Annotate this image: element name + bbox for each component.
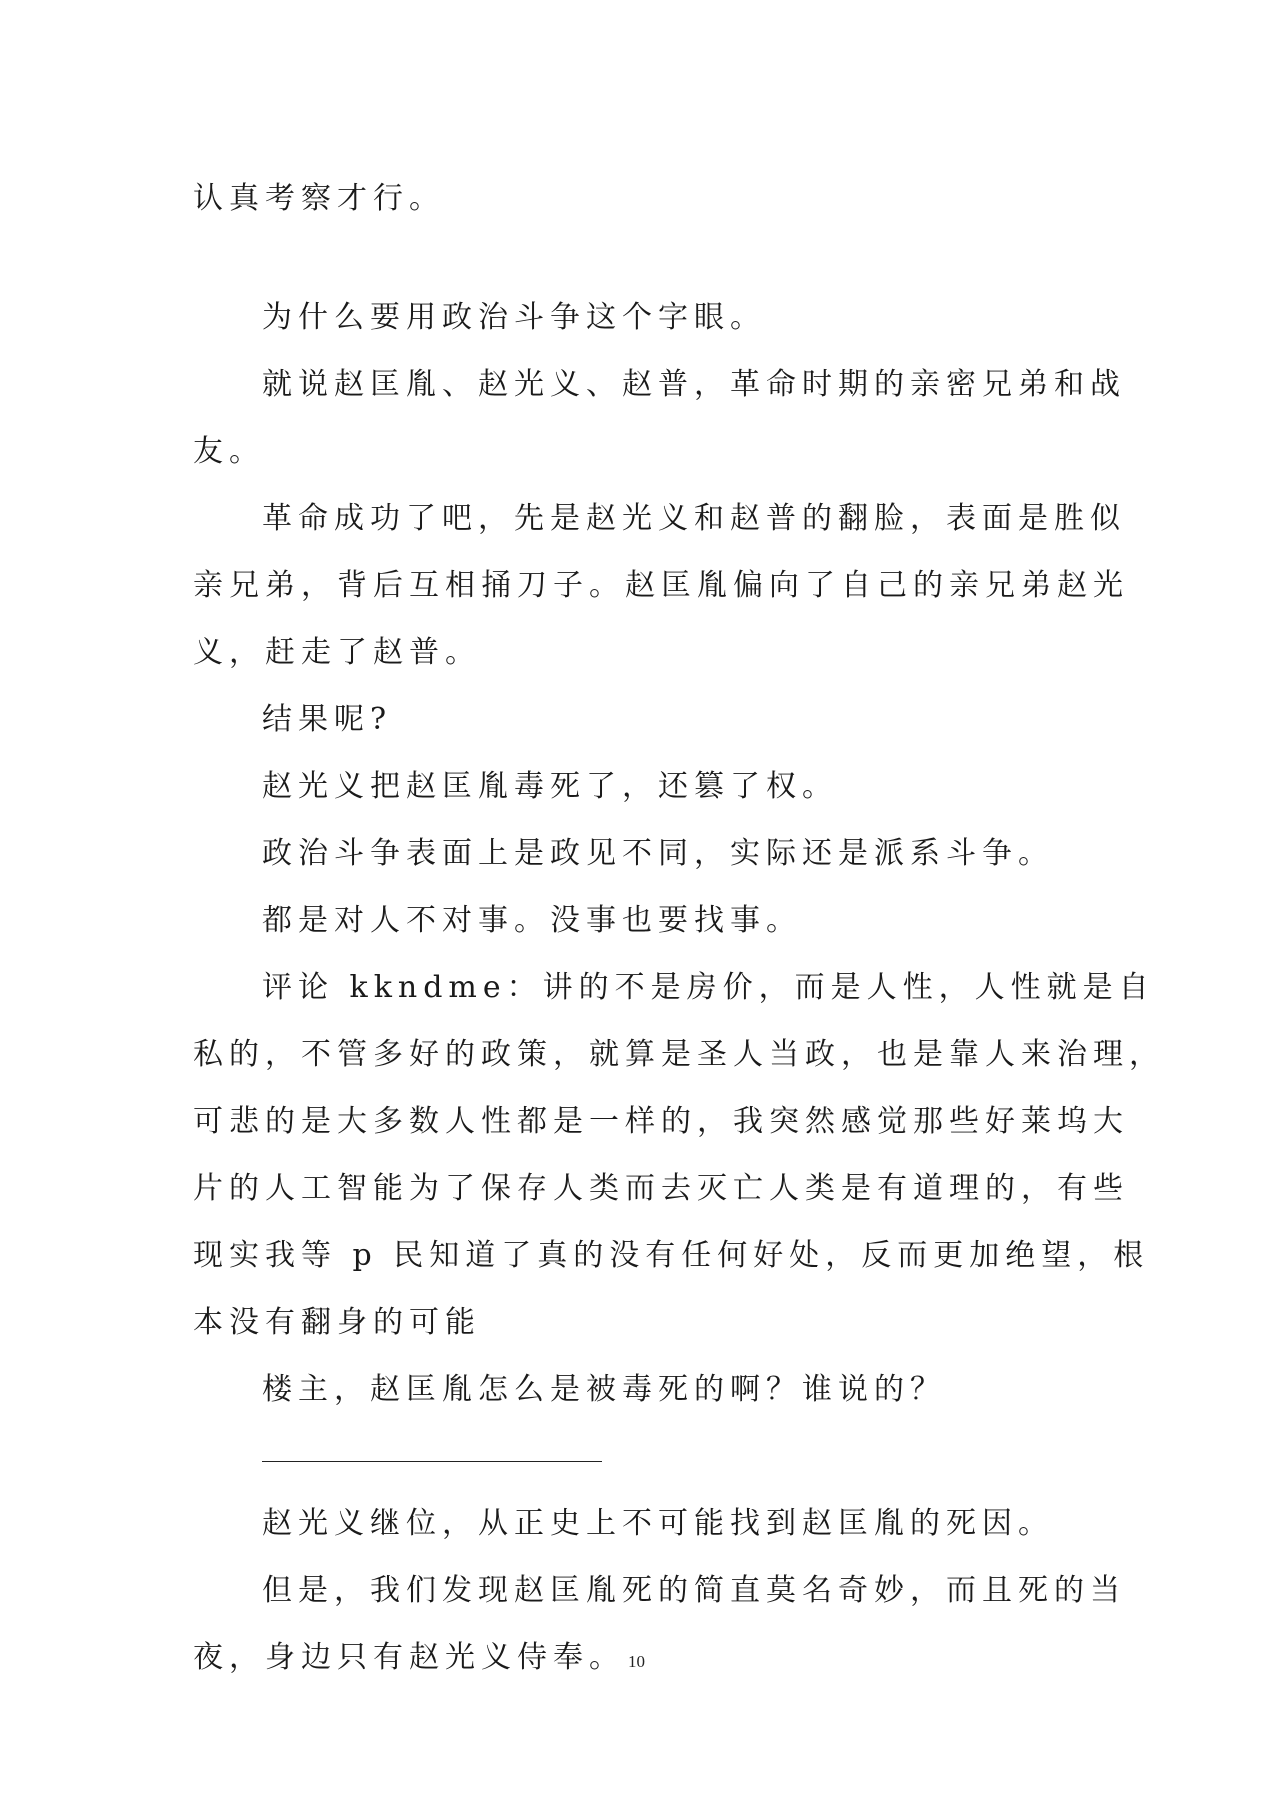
- separator-rule: [193, 1423, 1083, 1490]
- paragraph-line: 都是对人不对事。没事也要找事。: [262, 903, 802, 938]
- paragraph-line: 为什么要用政治斗争这个字眼。: [262, 300, 766, 335]
- question-line: 楼主，赵匡胤怎么是被毒死的啊？谁说的？: [262, 1372, 946, 1407]
- paragraph-line: 赵光义继位，从正史上不可能找到赵匡胤的死因。: [262, 1506, 1054, 1541]
- comment-line: 片的人工智能为了保存人类而去灭亡人类是有道理的，有些: [193, 1171, 1129, 1206]
- paragraph-line: 赵光义把赵匡胤毒死了，还篡了权。: [262, 769, 838, 804]
- paragraph-line: 就说赵匡胤、赵光义、赵普，革命时期的亲密兄弟和战: [262, 367, 1126, 402]
- page-number: 10: [628, 1652, 645, 1671]
- comment-line: 私的，不管多好的政策，就算是圣人当政，也是靠人来治理，: [193, 1037, 1165, 1072]
- paragraph-line: 义，赶走了赵普。: [193, 635, 481, 670]
- paragraph-line: 革命成功了吧，先是赵光义和赵普的翻脸，表面是胜似: [262, 501, 1126, 536]
- comment-line: 本没有翻身的可能: [193, 1305, 481, 1340]
- paragraph-line: 结果呢?: [262, 702, 393, 737]
- paragraph-gap: [193, 232, 1083, 284]
- comment-line: 现实我等 p 民知道了真的没有任何好处，反而更加绝望，根: [193, 1238, 1150, 1273]
- paragraph-line: 友。: [193, 434, 265, 469]
- paragraph-line: 夜，身边只有赵光义侍奉。: [193, 1640, 625, 1675]
- paragraph-line: 政治斗争表面上是政见不同，实际还是派系斗争。: [262, 836, 1054, 871]
- comment-line: 评论 kkndme：讲的不是房价，而是人性，人性就是自: [262, 970, 1155, 1005]
- paragraph-line: 认真考察才行。: [193, 181, 445, 216]
- paragraph-line: 但是，我们发现赵匡胤死的简直莫名奇妙，而且死的当: [262, 1573, 1126, 1608]
- body-text: [193, 165, 1165, 1691]
- comment-line: 可悲的是大多数人性都是一样的，我突然感觉那些好莱坞大: [193, 1104, 1129, 1139]
- paragraph-line: 亲兄弟，背后互相捅刀子。赵匡胤偏向了自己的亲兄弟赵光: [193, 568, 1129, 603]
